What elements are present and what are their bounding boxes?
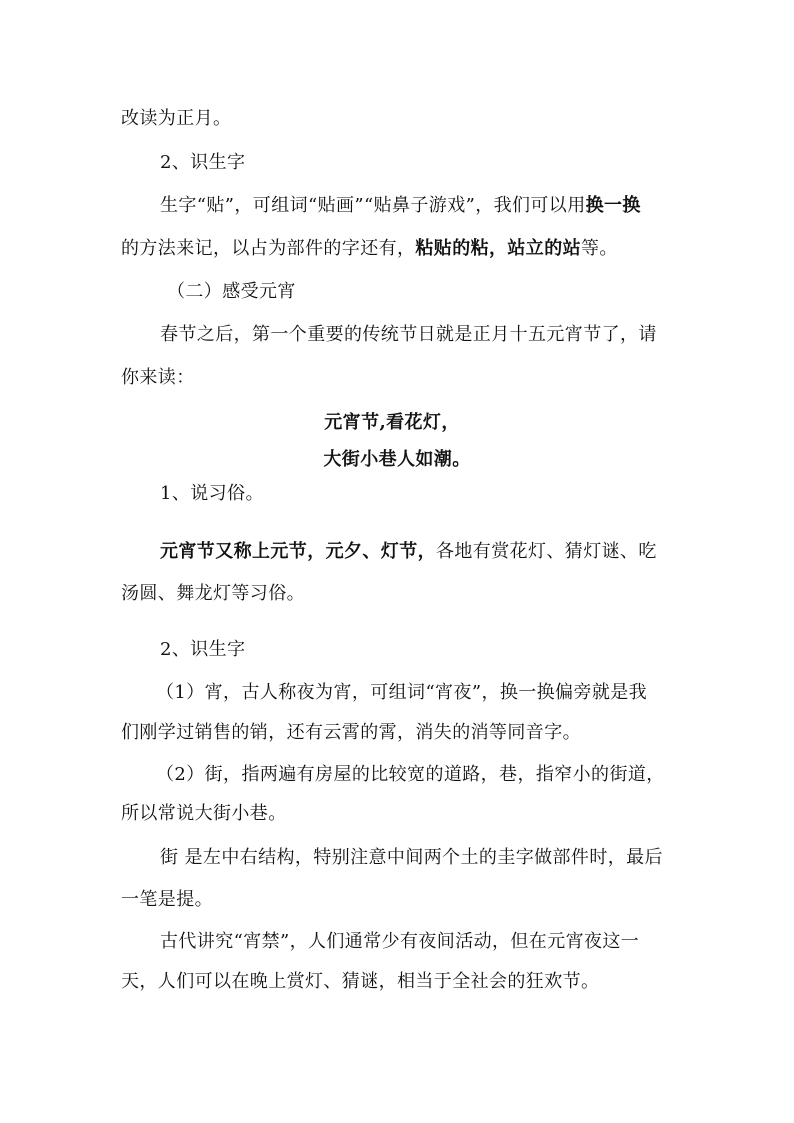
paragraph-line: 你来读： [121,367,195,388]
paragraph-line: 一笔是提。 [121,889,213,910]
section-heading: （二）感受元宵 [167,281,296,302]
paragraph-line: 所以常说大街小巷。 [121,803,287,824]
section-heading: 1、说习俗。 [160,483,264,504]
poem-line: 元宵节,看花灯， [324,412,460,433]
paragraph-line: 春节之后，第一个重要的传统节日就是正月十五元宵节了，请 [160,324,657,345]
section-heading: 2、识生字 [160,639,246,660]
text-run: 的方法来记，以占为部件的字还有， [121,238,416,259]
paragraph-line: 们刚学过销售的销，还有云霄的霄，消失的消等同音字。 [121,722,581,743]
paragraph-line: 改读为正月。 [121,108,232,129]
section-heading: 2、识生字 [160,152,246,173]
paragraph-line: 汤圆、舞龙灯等习俗。 [121,583,305,604]
paragraph-line [160,194,794,218]
bold-text-run: 换一换 [585,195,641,216]
paragraph-line: （2）街，指两遍有房屋的比较宽的道路，巷，指窄小的街道， [156,764,665,785]
poem-line: 大街小巷人如潮。 [323,449,471,470]
bold-text-run: 粘贴的粘，站立的站 [415,238,582,259]
paragraph-line [121,237,794,261]
paragraph-line [160,540,794,564]
paragraph-line: 古代讲究“宵禁”，人们通常少有夜间活动，但在元宵夜这一 [160,931,640,952]
text-run: 各地有赏花灯、猜灯谜、吃 [436,541,657,562]
text-run: 生字“贴”，可组词“贴画”“贴鼻子游戏”，我们可以用 [160,195,586,216]
bold-text-run: 元宵节又称上元节，元夕、灯节， [160,541,436,562]
paragraph-line: 天，人们可以在晚上赏灯、猜谜，相当于全社会的狂欢节。 [121,971,600,992]
paragraph-line: 街 是左中右结构，特别注意中间两个土的圭字做部件时，最后 [160,847,663,868]
paragraph-line: （1）宵，古人称夜为宵，可组词“宵夜”，换一换偏旁就是我 [156,682,648,703]
text-run: 等。 [581,238,618,259]
